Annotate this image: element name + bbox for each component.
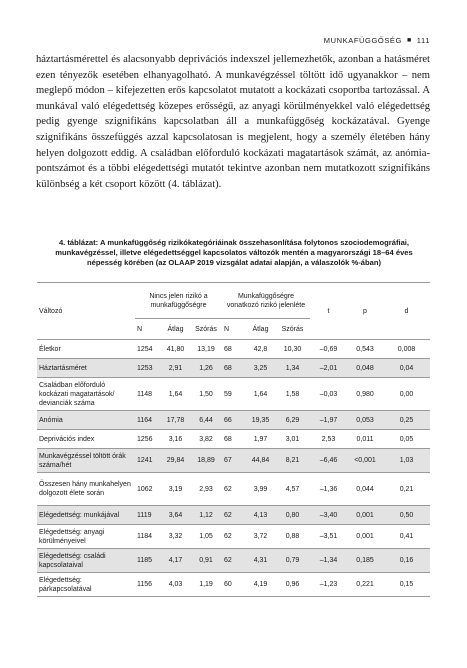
cell-n-risk: 66 <box>222 411 246 430</box>
cell-p: 0,980 <box>347 378 383 411</box>
header-group-risk: Munkafüggőségre vonatkozó rizikó jelenléte <box>222 283 310 319</box>
table-row <box>37 506 430 525</box>
cell-sd-risk: 1,34 <box>275 359 310 378</box>
cell-t: 2,53 <box>310 430 347 449</box>
cell-mean-risk: 1,64 <box>246 378 275 411</box>
cell-p: 0,053 <box>347 411 383 430</box>
cell-n-risk: 62 <box>222 473 246 506</box>
cell-mean-risk: 44,84 <box>246 449 275 473</box>
table-row <box>37 473 430 506</box>
cell-sd-risk: 0,79 <box>275 549 310 573</box>
row-label: Családban előforduló kockázati magatartások/ devianciák száma <box>37 378 135 411</box>
cell-mean-risk: 19,35 <box>246 411 275 430</box>
page-number: 111 <box>416 36 430 45</box>
cell-sd-no-risk: 2,93 <box>190 473 222 506</box>
header-p: p <box>347 283 383 340</box>
cell-p: <0,001 <box>347 449 383 473</box>
cell-sd-risk: 0,88 <box>275 525 310 549</box>
cell-d: 0,41 <box>383 525 430 549</box>
cell-n-no-risk: 1253 <box>135 359 161 378</box>
header-separator: ■ <box>406 37 412 44</box>
cell-n-risk: 68 <box>222 430 246 449</box>
cell-sd-risk: 1,58 <box>275 378 310 411</box>
header-group-no-risk: Nincs jelen rizikó a munkafüggőségre <box>135 283 222 319</box>
cell-mean-no-risk: 41,80 <box>161 340 190 359</box>
table-row <box>37 359 430 378</box>
cell-t: –0,69 <box>310 340 347 359</box>
table-row <box>37 449 430 473</box>
cell-mean-no-risk: 4,03 <box>161 573 190 597</box>
cell-n-risk: 67 <box>222 449 246 473</box>
subheader-sd: Szórás <box>190 319 222 340</box>
cell-t: –0,03 <box>310 378 347 411</box>
cell-t: –1,23 <box>310 573 347 597</box>
cell-n-risk: 62 <box>222 525 246 549</box>
cell-sd-no-risk: 13,19 <box>190 340 222 359</box>
cell-n-no-risk: 1148 <box>135 378 161 411</box>
table-row <box>37 430 430 449</box>
cell-n-risk: 60 <box>222 573 246 597</box>
row-label: Háztartásméret <box>37 359 135 378</box>
cell-t: –3,40 <box>310 506 347 525</box>
subheader-sd: Szórás <box>275 319 310 340</box>
cell-p: 0,048 <box>347 359 383 378</box>
table-header-row <box>37 283 430 319</box>
cell-mean-no-risk: 1,64 <box>161 378 190 411</box>
cell-sd-no-risk: 6,44 <box>190 411 222 430</box>
cell-mean-risk: 4,31 <box>246 549 275 573</box>
comparison-table <box>37 282 430 597</box>
cell-sd-no-risk: 1,19 <box>190 573 222 597</box>
row-label: Életkor <box>37 340 135 359</box>
table-body <box>37 340 430 597</box>
cell-n-no-risk: 1062 <box>135 473 161 506</box>
cell-mean-no-risk: 3,32 <box>161 525 190 549</box>
cell-mean-no-risk: 3,19 <box>161 473 190 506</box>
cell-n-no-risk: 1185 <box>135 549 161 573</box>
cell-sd-no-risk: 0,91 <box>190 549 222 573</box>
cell-d: 0,21 <box>383 473 430 506</box>
cell-n-risk: 59 <box>222 378 246 411</box>
cell-sd-no-risk: 1,12 <box>190 506 222 525</box>
cell-n-risk: 68 <box>222 359 246 378</box>
subheader-n: N <box>135 319 161 340</box>
running-header <box>324 36 430 45</box>
cell-sd-no-risk: 18,89 <box>190 449 222 473</box>
cell-mean-no-risk: 17,78 <box>161 411 190 430</box>
header-t: t <box>310 283 347 340</box>
cell-sd-risk: 4,57 <box>275 473 310 506</box>
cell-mean-risk: 3,99 <box>246 473 275 506</box>
cell-t: –2,01 <box>310 359 347 378</box>
cell-sd-risk: 10,30 <box>275 340 310 359</box>
body-paragraph: háztartásmérettel és alacsonyabb deprivációs indexszel jellemezhetők, azonban a hatásméret ezen tényezők esetében elhanyagolható. A munkavégzéssel töltött idő ugyanakkor – nem meglepő módon – kifejezetten erős kapcsolatot mutatott a kockázati csoportba tartozással. A munkával való elégedettség közepes erősségű, az anyagi körülményekkel való elégedettség pedig gyenge szignifikáns kapcsolatban áll a munkafüggőség kockázatával. Gyenge szignifikáns összefüggés azzal kapcsolatosan is megjelent, hogy a személy életében hány helyen dolgozott eddig. A családban előforduló kockázati magatartások számát, az anómia-pontszámot és a többi elégedettségi mutatót tekintve azonban nem mutatkozott szignifikáns különbség a két csoport között (4. táblázat). <box>36 54 430 190</box>
header-d: d <box>383 283 430 340</box>
cell-d: 0,008 <box>383 340 430 359</box>
cell-n-no-risk: 1164 <box>135 411 161 430</box>
cell-d: 0,05 <box>383 430 430 449</box>
cell-t: –1,34 <box>310 549 347 573</box>
cell-mean-no-risk: 2,91 <box>161 359 190 378</box>
cell-p: 0,044 <box>347 473 383 506</box>
cell-mean-no-risk: 3,16 <box>161 430 190 449</box>
cell-t: –3,51 <box>310 525 347 549</box>
header-variable: Változó <box>37 283 135 340</box>
cell-n-no-risk: 1119 <box>135 506 161 525</box>
row-label: Elégedettség: családi kapcsolataival <box>37 549 135 573</box>
row-label: Anómia <box>37 411 135 430</box>
cell-t: –1,97 <box>310 411 347 430</box>
cell-sd-risk: 0,80 <box>275 506 310 525</box>
cell-p: 0,011 <box>347 430 383 449</box>
cell-n-no-risk: 1254 <box>135 340 161 359</box>
cell-mean-risk: 1,97 <box>246 430 275 449</box>
cell-d: 0,04 <box>383 359 430 378</box>
cell-sd-no-risk: 3,82 <box>190 430 222 449</box>
table-row <box>37 340 430 359</box>
row-label: Elégedettség: párkapcsolatával <box>37 573 135 597</box>
table-row <box>37 411 430 430</box>
cell-mean-risk: 4,13 <box>246 506 275 525</box>
cell-sd-no-risk: 1,50 <box>190 378 222 411</box>
cell-mean-risk: 3,25 <box>246 359 275 378</box>
cell-sd-no-risk: 1,05 <box>190 525 222 549</box>
cell-sd-risk: 3,01 <box>275 430 310 449</box>
cell-mean-no-risk: 3,64 <box>161 506 190 525</box>
cell-sd-no-risk: 1,26 <box>190 359 222 378</box>
cell-d: 1,03 <box>383 449 430 473</box>
cell-p: 0,001 <box>347 506 383 525</box>
cell-mean-no-risk: 29,84 <box>161 449 190 473</box>
subheader-mean: Átlag <box>161 319 190 340</box>
cell-d: 0,15 <box>383 573 430 597</box>
cell-d: 0,00 <box>383 378 430 411</box>
row-label: Elégedettség: munkájával <box>37 506 135 525</box>
subheader-n: N <box>222 319 246 340</box>
cell-t: –6,46 <box>310 449 347 473</box>
row-label: Elégedettség: anyagi körülményeivel <box>37 525 135 549</box>
row-label: Deprivációs index <box>37 430 135 449</box>
cell-n-no-risk: 1256 <box>135 430 161 449</box>
cell-p: 0,185 <box>347 549 383 573</box>
subheader-mean: Átlag <box>246 319 275 340</box>
cell-mean-no-risk: 4,17 <box>161 549 190 573</box>
cell-n-no-risk: 1241 <box>135 449 161 473</box>
row-label: Munkavégzéssel töltött órák száma/hét <box>37 449 135 473</box>
table-row <box>37 549 430 573</box>
row-label: Összesen hány munkahelyen dolgozott élete során <box>37 473 135 506</box>
cell-d: 0,16 <box>383 549 430 573</box>
cell-sd-risk: 6,29 <box>275 411 310 430</box>
cell-d: 0,25 <box>383 411 430 430</box>
cell-n-risk: 68 <box>222 340 246 359</box>
table-row <box>37 378 430 411</box>
cell-d: 0,50 <box>383 506 430 525</box>
cell-n-no-risk: 1156 <box>135 573 161 597</box>
cell-p: 0,543 <box>347 340 383 359</box>
cell-n-risk: 62 <box>222 506 246 525</box>
table-row <box>37 525 430 549</box>
table-caption: 4. táblázat: A munkafüggőség rizikókategóriáinak összehasonlítása folytonos szociodemográfiai, munkavégzéssel, illetve elégedettséggel kapcsolatos változók mentén a magyarországi 18–64 éves népesség körében (az OLAAP 2019 vizsgálat adatai alapján, a válaszolók %-ában) <box>55 238 413 268</box>
cell-p: 0,001 <box>347 525 383 549</box>
table-row <box>37 573 430 597</box>
cell-p: 0,221 <box>347 573 383 597</box>
running-title: MUNKAFÜGGŐSÉG <box>323 36 402 45</box>
cell-mean-risk: 4,19 <box>246 573 275 597</box>
cell-sd-risk: 8,21 <box>275 449 310 473</box>
cell-mean-risk: 42,8 <box>246 340 275 359</box>
cell-sd-risk: 0,96 <box>275 573 310 597</box>
cell-n-no-risk: 1184 <box>135 525 161 549</box>
cell-mean-risk: 3,72 <box>246 525 275 549</box>
cell-t: –1,36 <box>310 473 347 506</box>
cell-n-risk: 62 <box>222 549 246 573</box>
